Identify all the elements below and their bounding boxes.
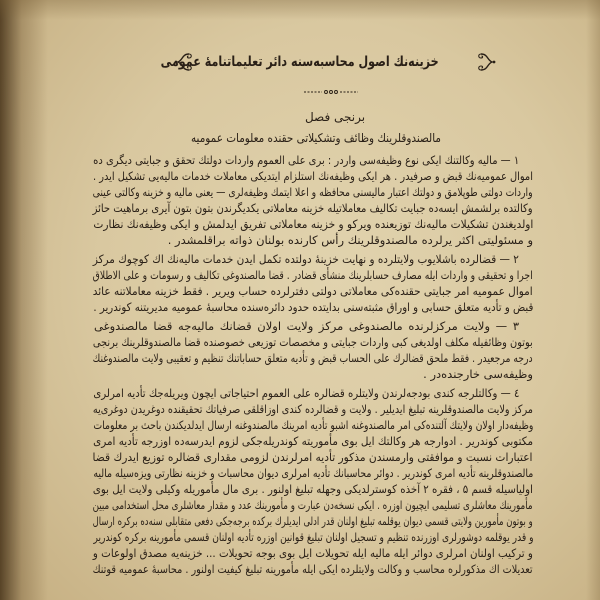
text-line: اعتبارات نسبت و موافقتی وارمسندن مذکور تأدیه امرلرندن لزومی مقداری قضالره توزیع ایدرك قضا (93, 450, 533, 464)
document-title: خزینه‌نك اصول محاسبه‌سنه دائر تعلیماتنامهٔ عمومی (160, 54, 439, 70)
line-box (93, 200, 533, 216)
line-box (93, 283, 533, 299)
text-line: اموال عمومیه‌نك قبض و صرفیدر . هر ایکی وظیفه‌نك استلزام ایتدیکی معاملات خدمات مالیه‌یی تشکیل ایدر . (93, 169, 533, 183)
line-box (93, 251, 533, 267)
text-line: وکالتده برلشمش ایسه‌ده جبایت تکالیف معاملاتیله خزینه معاملاتی یکدیگرندن بتون بتون آیری برماهیت حائز (92, 201, 533, 215)
text-line: ٣ — ولایت مرکزلرنده مالصندوغی مرکز ولایت اولان قضانك مالیه‌جه قضا مالصندوغی (93, 319, 519, 333)
title-row (160, 50, 498, 74)
text-line: اموال عمومیه امر جبایتی حقنده‌کی معاملاتی دولتی دفترلرده حساب ویریر . فقط خزینه معاملاتنه عائد (93, 284, 533, 298)
subtitle-box (191, 129, 460, 147)
line-box (93, 385, 533, 401)
flourish-right-icon (476, 51, 498, 73)
paragraph-3 (93, 318, 533, 382)
text-line: ٢ — قضالرده باشلایوب ولایتلرده و نهایت خزینهٔ دولتده تکمل ایدن خدمات مالیه‌نك اك کوچوك مرکز (92, 252, 519, 266)
subtitle: مالصندوقلرینك وظائف وتشکیلاتی حقنده معلومات عمومیه (191, 131, 442, 145)
line-box (93, 497, 533, 513)
line-box (93, 350, 533, 366)
line-box (93, 433, 533, 449)
text-line: قبض و تأدیه متعلق حسابی و اوراق مثبته‌سنی بدایتده حدود دائره‌سنده محاسبهٔ عمومیه مدیریتنه کوندریر . (93, 300, 533, 314)
text-line: وظیفه‌سی خارجنده‌در . (423, 367, 533, 381)
line-box (93, 168, 533, 184)
text-line: و قدر یوقلمه دوشورلری اوزرنده تنظیم و تسجیل اولنان تبلیغ قوانین اوزره تأدیه اولنان قسمی مأمورینه برکره کوندریر (92, 530, 533, 544)
text-line: اولیاسیله قسم ۵ ، فقره ۲ آخذه کوسترلدیکی وجهله تبلیغ اولنور . بری مال مأموریله وکیلی ولایت ایل بوی (92, 482, 533, 496)
line-box (93, 465, 533, 481)
line-box (93, 318, 533, 334)
line-box (93, 481, 533, 497)
text-line: تعدیلات اك مذکورلره محاسب و وکالت ولایتلرده ایکی ایله مأمورینه تبلیغ کیفیت اولنور . محاسبهٔ عمومیه قوتنك (93, 562, 533, 576)
line-box (93, 561, 533, 577)
line-box (93, 449, 533, 465)
text-line: و بوتون مأمورین ولایتی قسمی دیوان یوقلمه تبلیغ اولنان قدر ادلی ایدیلرك برکده برجه‌جکی دفعی متقابلی سنه‌ده برکره ارسال (92, 514, 533, 528)
text-line: مالصندوقلرینه تأدیه امری کوندریر . دوائر محاسبانك تأدیه امرلری دیوان محاسبات و خزینه نظارتی ویزه‌سیله مالیه (92, 466, 533, 480)
text-line: اولدیغندن تشکیلات مالیه‌نك توزیعنده ویرکو و خزینه معاملاتی تفریق ایدلمش و ایکی وظیفه‌نك نظارت (93, 217, 533, 231)
text-line: مرکز ولایت مالصندوقلرینه تبلیغ ایدیلیر . ولایت و قضالرده کندی اوزاقلقی صرفیاتك تحقیقنده دوغریدن دوغری‌یه (92, 402, 533, 416)
top-edge-shade (0, 0, 600, 20)
text-line: اجرا و تحقیقی و واردات ایله مصارف حسابلرینك منشأی قضادر . قضا مالصندوغی تکالیف و رسومات و علی الاطلاق (93, 268, 533, 282)
chapter-heading: برنجی فصل (304, 110, 366, 124)
line-box (93, 545, 533, 561)
paragraph-4 (93, 385, 533, 577)
text-line: وظیفه‌دار اولان ولایتك آلتنده‌کی امر مالصندوغنه اشبو تأدیه امرینك مالصندوغنه ارسال ایدلدیکندن باحث بر معلومات (92, 418, 533, 432)
text-line: و مسئولیتی اکثر یرلرده مالصندوقلرینك رأس کارنده بولنان ذواته براقلمشدر . (167, 233, 533, 247)
paragraph-1 (93, 152, 533, 248)
text-line: مأمورینك معاشلری تسلیمی ایچیون اوزره . ایکی نسخه‌دن عبارت و مأمورینك عدد و مقدار معاشلری محل استخدامی مبین (92, 498, 533, 512)
line-box (93, 513, 533, 529)
line-box (93, 152, 533, 168)
line-box (93, 401, 533, 417)
text-line: ٤ — وکالتلرجه کندی بودجه‌لرندن ولایتلره قضالره علی العموم احتیاجاتی ایچون ویریله‌جك تأدیه امرلری (92, 386, 519, 400)
body-text (93, 152, 533, 582)
text-line: مکتوبی کوندریر . ادوارجه هر وکالتك ایل بوی مأموریته کوندریله‌جکی لزوم ایدرسه‌ده اوزرجه تأدیه امری (92, 434, 533, 448)
text-line: درجه مرجعیدر . فقط ملحق قضالرك علی الحساب قبض و تأدیه متعلق حساباتنك تنظیم و تعقیبی ولایت مالصندوغنك (93, 351, 533, 365)
line-box (93, 334, 533, 350)
line-box (93, 529, 533, 545)
divider-ornament-icon (303, 88, 359, 96)
line-box (93, 366, 533, 382)
line-box (93, 232, 533, 248)
text-line: ١ — مالیه وکالتنك ایکی نوع وظیفه‌سی واردر : بری علی العموم واردات دولتك تحقق و جبایتی دیگری ده (92, 153, 519, 167)
line-box (93, 216, 533, 232)
paragraph-2 (93, 251, 533, 315)
line-box (93, 417, 533, 433)
document-title-box (160, 50, 474, 74)
line-box (93, 184, 533, 200)
text-line: و ترکیب اولنان امرلری دوائر ایله مالیه ایله تحویلات ایل بوی بوجه تحویلات ... خزینه‌یه مصدق اولوعات و (93, 546, 533, 560)
text-line: بوتون وظائفیله مکلف اولدیغی کبی واردات جبایتی و مخصصات توزیعی خصوصنده قضا مالصندوقلرینك برنجی (93, 335, 533, 349)
right-edge-shade (586, 0, 600, 600)
line-box (93, 299, 533, 315)
text-line: واردات دولتی طوپلامق و دولتك اعتبار مالیسنی محافظه و اعلا ایتمك وظیفه‌لری — یعنی مالیه و خزینه وکالتی عینی (93, 185, 533, 199)
chapter-heading-box (275, 108, 395, 126)
line-box (93, 267, 533, 283)
